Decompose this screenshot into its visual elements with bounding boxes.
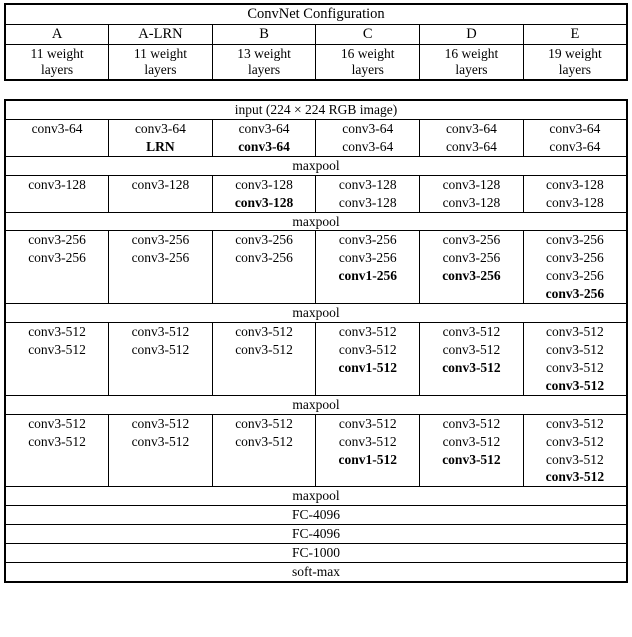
conv-cell: conv3-512: [5, 341, 109, 359]
conv-cell: conv3-128: [212, 175, 316, 193]
conv-cell: [5, 451, 109, 469]
weight-layers-line1: 19 weight: [548, 46, 602, 62]
conv-cell: conv3-128: [523, 175, 627, 193]
conv-cell: conv3-128: [316, 194, 420, 212]
conv-cell: conv3-512: [109, 414, 213, 432]
conv-cell: conv1-256: [316, 267, 420, 285]
maxpool-label: maxpool: [5, 487, 627, 506]
conv-cell: conv3-256: [523, 231, 627, 249]
conv-cell: conv3-512: [5, 323, 109, 341]
conv-row: [5, 341, 627, 359]
conv-row: [5, 285, 627, 303]
conv-cell: conv3-512: [523, 359, 627, 377]
weight-layers-c: [316, 45, 420, 80]
conv-cell: conv3-512: [316, 414, 420, 432]
maxpool-label-row: [5, 156, 627, 175]
conv-cell: conv3-512: [523, 414, 627, 432]
soft-max-row: [5, 563, 627, 582]
weight-layers-d: [420, 45, 524, 80]
maxpool-label: maxpool: [5, 212, 627, 231]
conv-row: [5, 119, 627, 137]
conv-cell: conv3-256: [523, 249, 627, 267]
weight-layers-line1: 13 weight: [237, 46, 291, 62]
weight-layers-line1: 11 weight: [133, 46, 187, 62]
fc-1000: FC-1000: [5, 544, 627, 563]
conv-cell: conv3-128: [523, 194, 627, 212]
conv-cell: conv3-128: [212, 194, 316, 212]
weight-layers-line2: layers: [558, 62, 591, 78]
conv-cell: conv3-512: [420, 341, 524, 359]
conv-cell: conv3-64: [212, 138, 316, 156]
table-title-row: [5, 4, 627, 25]
conv-cell: conv3-256: [420, 267, 524, 285]
conv-cell: conv3-256: [523, 267, 627, 285]
conv-cell: conv3-512: [109, 323, 213, 341]
weight-layers-b: [212, 45, 316, 80]
conv-cell: conv1-512: [316, 359, 420, 377]
conv-cell: [109, 267, 213, 285]
conv-cell: conv3-64: [316, 119, 420, 137]
conv-row: [5, 249, 627, 267]
conv-cell: conv3-256: [212, 231, 316, 249]
conv-cell: [109, 451, 213, 469]
conv-cell: [109, 359, 213, 377]
conv-row: [5, 175, 627, 193]
weight-layers-line1: 16 weight: [444, 46, 499, 62]
conv-cell: conv3-64: [316, 138, 420, 156]
conv-cell: conv3-256: [5, 249, 109, 267]
conv-cell: [316, 377, 420, 395]
weight-layers-line2: layers: [455, 62, 488, 78]
conv-cell: conv3-256: [523, 285, 627, 303]
weight-layers-line2: layers: [40, 62, 74, 78]
maxpool-label-row: [5, 395, 627, 414]
conv-cell: [5, 194, 109, 212]
conv-cell: [420, 285, 524, 303]
conv-cell: [212, 359, 316, 377]
conv-cell: [212, 267, 316, 285]
conv-cell: conv3-512: [523, 377, 627, 395]
conv-cell: [316, 285, 420, 303]
conv-cell: conv3-64: [420, 138, 524, 156]
conv-cell: conv3-256: [316, 231, 420, 249]
conv-cell: conv3-512: [5, 433, 109, 451]
weight-layers-line2: layers: [247, 62, 281, 78]
conv-cell: conv3-512: [523, 433, 627, 451]
conv-cell: conv3-256: [212, 249, 316, 267]
conv-row: [5, 414, 627, 432]
conv-cell: conv3-256: [420, 249, 524, 267]
soft-max: soft-max: [5, 563, 627, 582]
weight-layers-line1: 16 weight: [340, 46, 395, 62]
conv-cell: conv3-512: [212, 414, 316, 432]
conv-cell: conv3-512: [420, 414, 524, 432]
conv-cell: [420, 468, 524, 486]
conv-cell: conv3-64: [212, 119, 316, 137]
conv-cell: conv1-512: [316, 451, 420, 469]
column-header-row: [5, 25, 627, 45]
conv-cell: [109, 285, 213, 303]
fc-4096-second-row: [5, 525, 627, 544]
conv-cell: conv3-256: [109, 249, 213, 267]
gap-row: [5, 80, 627, 100]
conv-cell: conv3-512: [523, 341, 627, 359]
conv-cell: conv3-128: [109, 175, 213, 193]
conv-cell: [5, 468, 109, 486]
column-header-d: D: [420, 25, 524, 45]
convnet-configuration-table: [4, 3, 628, 583]
conv-cell: [109, 377, 213, 395]
conv-row: [5, 194, 627, 212]
conv-row: [5, 231, 627, 249]
conv-cell: conv3-64: [523, 138, 627, 156]
conv-cell: [212, 468, 316, 486]
conv-cell: conv3-512: [420, 451, 524, 469]
conv-cell: conv3-512: [109, 433, 213, 451]
conv-cell: conv3-128: [420, 194, 524, 212]
conv-row: [5, 138, 627, 156]
column-header-a-lrn: A-LRN: [109, 25, 213, 45]
conv-cell: conv3-256: [109, 231, 213, 249]
conv-cell: [212, 377, 316, 395]
conv-cell: conv3-512: [5, 414, 109, 432]
table-title: ConvNet Configuration: [5, 4, 627, 25]
weight-layers-row: [5, 45, 627, 80]
conv-row: [5, 468, 627, 486]
conv-cell: conv3-256: [5, 231, 109, 249]
conv-cell: conv3-256: [316, 249, 420, 267]
conv-cell: conv3-512: [523, 468, 627, 486]
conv-cell: [212, 451, 316, 469]
conv-cell: conv3-512: [316, 341, 420, 359]
conv-cell: [420, 377, 524, 395]
column-header-e: E: [523, 25, 627, 45]
conv-cell: conv3-512: [523, 323, 627, 341]
conv-cell: conv3-64: [109, 119, 213, 137]
maxpool-label: maxpool: [5, 395, 627, 414]
fc-4096-second: FC-4096: [5, 525, 627, 544]
conv-row: [5, 451, 627, 469]
conv-cell: conv3-512: [420, 433, 524, 451]
conv-cell: conv3-512: [420, 323, 524, 341]
conv-cell: [5, 377, 109, 395]
maxpool-label-row: [5, 212, 627, 231]
conv-cell: conv3-512: [523, 451, 627, 469]
weight-layers-a-lrn: [109, 45, 213, 80]
conv-cell: [316, 468, 420, 486]
conv-row: [5, 377, 627, 395]
conv-cell: conv3-128: [316, 175, 420, 193]
conv-row: [5, 267, 627, 285]
fc-4096-first-row: [5, 506, 627, 525]
column-header-b: B: [212, 25, 316, 45]
maxpool-label: maxpool: [5, 304, 627, 323]
conv-cell: conv3-64: [420, 119, 524, 137]
conv-cell: conv3-128: [420, 175, 524, 193]
conv-cell: LRN: [109, 138, 213, 156]
column-header-c: C: [316, 25, 420, 45]
conv-cell: [5, 359, 109, 377]
conv-cell: conv3-512: [420, 359, 524, 377]
maxpool-label-row: [5, 304, 627, 323]
weight-layers-line2: layers: [351, 62, 384, 78]
weight-layers-line1: 11 weight: [30, 46, 84, 62]
weight-layers-a: [5, 45, 109, 80]
conv-cell: [109, 194, 213, 212]
conv-cell: [5, 285, 109, 303]
fc-1000-row: [5, 544, 627, 563]
conv-row: [5, 359, 627, 377]
conv-cell: conv3-64: [5, 119, 109, 137]
weight-layers-e: [523, 45, 627, 80]
conv-cell: conv3-512: [212, 341, 316, 359]
conv-cell: conv3-512: [109, 341, 213, 359]
conv-cell: conv3-512: [316, 323, 420, 341]
conv-cell: conv3-512: [212, 433, 316, 451]
conv-cell: conv3-128: [5, 175, 109, 193]
column-header-a: A: [5, 25, 109, 45]
input-row: [5, 100, 627, 119]
conv-cell: [5, 267, 109, 285]
input-row-label: input (224 × 224 RGB image): [5, 100, 627, 119]
fc-4096-first: FC-4096: [5, 506, 627, 525]
conv-cell: [212, 285, 316, 303]
maxpool-label: maxpool: [5, 156, 627, 175]
conv-cell: conv3-512: [212, 323, 316, 341]
spacer: [5, 80, 627, 100]
conv-cell: conv3-512: [316, 433, 420, 451]
conv-cell: conv3-64: [523, 119, 627, 137]
conv-cell: conv3-256: [420, 231, 524, 249]
maxpool-label-row: [5, 487, 627, 506]
conv-row: [5, 433, 627, 451]
weight-layers-line2: layers: [144, 62, 177, 78]
conv-cell: [5, 138, 109, 156]
conv-row: [5, 323, 627, 341]
conv-cell: [109, 468, 213, 486]
